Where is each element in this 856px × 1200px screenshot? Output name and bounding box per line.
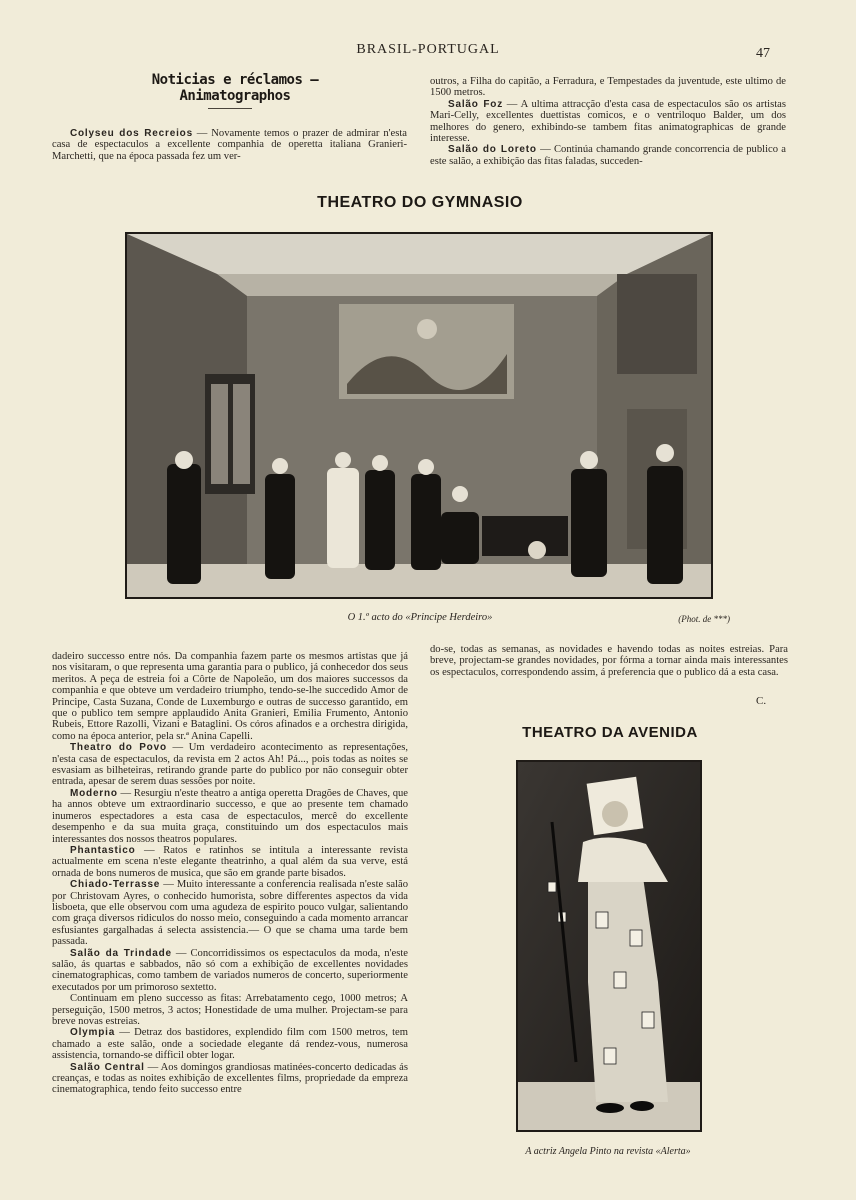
actress-photo-illustration [518,762,700,1130]
venue-name: Phantastico [70,844,136,856]
bottom-left-column [52,651,408,1096]
bottom-right-column [430,644,788,678]
venue-name: Theatro do Povo [70,742,167,754]
page-number: 47 [756,46,770,61]
top-right-column [430,76,786,167]
actress-photo [516,760,702,1132]
paragraph: Chiado-Terrasse — Muito interessante a conferencia realisada n'este salão por Christovam Ayres, o conhecido humorista, sobre differentes aspectos da vida lisboeta, que elle observou com uma agudeza de espirito pouco vulgar, salientando com graça diversos ridiculos do nosso meio, conseguindo a cada momento arrancar esfusiantes gargalhadas á selecta assistencia.— O que se chama uma tarde bem passada. [52,879,408,948]
venue-name: Chiado-Terrasse [70,879,161,891]
photo-caption: O 1.º acto do «Principe Herdeiro» [347,612,493,623]
paragraph: Salão Foz — A ultima attracção d'esta casa de espectaculos são os artistas Mari-Celly, excellentes duettistas comicos, e o ventriloquo Balder, um dos melhores do genero, exhibindo-se tambem fitas animatographicas de grande interesse. [430,98,787,145]
venue-name: Salão do Loreto [448,144,537,156]
paragraph: dadeiro successo entre nós. Da companhia fazem parte os mesmos artistas que já nos visitaram, o que representa uma garantia para o publico, já conhecedor dos seus meritos. A peça de estreia foi a Côrte de Napoleão, um dos maiores successos da companhia e que obteve um verdadeiro triumpho, tendo-se-lhe succedido Amor de Principe, Casta Suzana, Conde de Luxemburgo e outras de successo garantido, em que o publico tem sempre applaudido Anita Granieri, Emilia Frumento, Antonio Rubeis, Ettore Razolli, Vizani e Bataglini. Os córos afinados e a orchestra dirigida, como na época anterior, pela sr.ª Anina Capelli. [52,651,408,742]
photo-credit: (Phot. de ***) [678,614,730,624]
venue-name: Moderno [70,787,118,799]
author-signature: C. [756,695,767,707]
section-heading-gymnasio: THEATRO DO GYMNASIO [317,194,523,211]
section-heading-noticias: Noticias e réclamos — Animatographos [151,72,319,104]
venue-name: Salão Central [70,1061,145,1073]
venue-name: Salão Foz [448,98,504,110]
paragraph: Phantastico — Ratos e ratinhos se intitula a interessante revista actualmente em scena n'este elegante theatrinho, a qual além da sua verve, está ornada de bons numeros de musica, que são em grande parte bisados. [52,844,408,879]
venue-name: Olympia [70,1027,116,1039]
paragraph: Theatro do Povo — Um verdadeiro acontecimento as representações, n'esta casa de espectaculos, da revista em 2 actos Ah! Pá..., pois todas as noites se esvasiam as bilheteiras, retirando grande parte do publico por não conseguir obter entrada, apesar de serem duas sessões por noite. [52,742,408,788]
paragraph: Moderno — Resurgiu n'este theatro a antiga operetta Dragões de Chaves, que ha annos obteve um extraordinario successo, e que ao presente tem chamado inumeros espectadores a esta casa de espectaculos, mercê do excellente desempenho e da sua muita graça, constituindo um dos espectaculos mais interessantes dos nossos theatros populares. [52,787,408,845]
running-title: BRASIL-PORTUGAL [356,42,500,57]
photo-caption: A actriz Angela Pinto na revista «Alerta» [525,1146,691,1157]
paragraph: Colyseu dos Recreios — Novamente temos o prazer de admirar n'esta casa de espectaculos a excellente companhia de operetta italiana Granieri-Marchetti, que na época passada fez um ver- [52,128,407,162]
venue-name: Salão da Trindade [70,947,172,959]
top-left-column [52,128,407,162]
paragraph: outros, a Filha do capitão, a Ferradura, e Tempestades da juventude, este ultimo de 1500 metros. [430,76,786,99]
paragraph: Salão Central — Aos domingos grandiosas matinées-concerto dedicadas ás creanças, e todas as noites exhibição de excellentes films, propriedade da empreza cinematographica, tendo feito successo entre [52,1061,408,1096]
paragraph: Olympia — Detraz dos bastidores, explendido film com 1500 metros, tem chamado a este salão, onde a sociedade elegante dá rendez-vous, numerosa assistencia, tornando-se difficil obter logar. [52,1027,408,1062]
section-heading-avenida: THEATRO DA AVENIDA [522,724,698,741]
stage-photo [125,232,713,599]
paragraph: do-se, todas as semanas, as novidades e havendo todas as noites estreias. Para breve, projectam-se grandes novidades, por fórma a tornar ainda mais interessantes os espectaculos, correspondendo assim, á preferencia que o publico dá a esta casa. [430,644,788,678]
heading-rule [208,108,252,109]
paragraph: Salão da Trindade — Concorridissimos os espectaculos da moda, n'este salão, ás quartas e sabbados, não só com a exhibição de excellentes novidades cinematographicas, como tambem de variados numeros de concerto, superiormente executados por um primoroso sextetto. [52,947,408,993]
paragraph: Salão do Loreto — Continúa chamando grande concorrencia de publico a este salão, a exhibição das fitas faladas, succeden- [430,144,787,167]
paragraph: Continuam em pleno successo as fitas: Arrebatamento cego, 1000 metros; A perseguição, 1500 metros, 3 actos; Honestidade de uma mulher. Projectam-se para breve novas estreias. [52,993,408,1027]
venue-name: Colyseu dos Recreios [70,128,193,139]
stage-photo-illustration [127,234,711,597]
